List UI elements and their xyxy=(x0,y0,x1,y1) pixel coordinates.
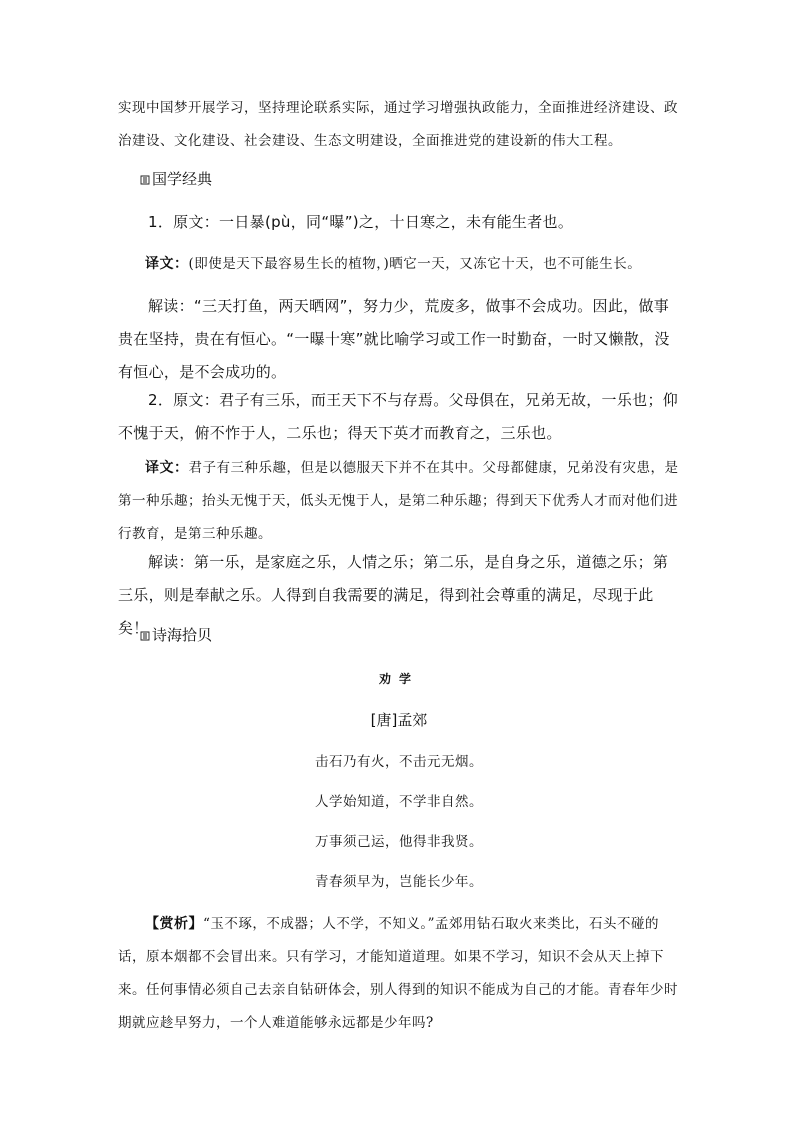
poem-line: 青春须早为，岂能长少年。 xyxy=(315,874,483,890)
item1-commentary: 解读：“三天打鱼，两天晒网”，努力少，荒废多，做事不会成功。因此，做事贵在坚持，贵在有恒心。“一曝十寒”就比喻学习或工作一时勤奋，一时又懒散，没有恒心，是不会成功的。 xyxy=(118,297,670,381)
item2-original: 2．原文：君子有三乐，而王天下不与存焉。父母俱在，兄弟无故，一乐也；仰不愧于天，俯不怍于人，二乐也；得天下英才而教育之，三乐也。 xyxy=(118,391,679,442)
poem-line: 人学始知道，不学非自然。 xyxy=(315,794,483,810)
translation-label: 译文： xyxy=(145,460,189,476)
item2-commentary: 解读：第一乐，是家庭之乐，人情之乐；第二乐，是自身之乐，道德之乐；第三乐，则是奉献之乐。人得到自我需要的满足，得到社会尊重的满足，尽现于此矣！ xyxy=(118,553,669,637)
appreciation-paragraph xyxy=(118,908,680,1040)
intro-paragraph: 实现中国梦开展学习，坚持理论联系实际，通过学习增强执政能力，全面推进经济建设、政治建设、文化建设、社会建设、生态文明建设，全面推进党的建设新的伟大工程。 xyxy=(118,100,678,149)
item1-original: 1．原文：一日暴(pù，同“曝”)之，十日寒之，未有能生者也。 xyxy=(148,213,574,231)
poem-line: 万事须己运，他得非我贤。 xyxy=(315,834,483,850)
section-heading-text: 诗海拾贝 xyxy=(152,626,213,644)
section-bullet-icon xyxy=(140,175,150,185)
translation-label: 译文： xyxy=(145,256,189,272)
poem-author: [唐]孟郊 xyxy=(370,711,428,729)
appreciation-label: 【赏析】 xyxy=(145,916,203,932)
appreciation-text: “玉不琢，不成器；人不学，不知义。”孟郊用钻石取火来类比，石头不碰的话，原本烟都不会冒出来。只有学习，才能知道道理。如果不学习，知识不会从天上掉下来。任何事情必须自己去亲自钻研体会，别人得到的知识不能成为自己的才能。青春年少时期就应趁早努力，一个人难道能够永远都是少年吗? xyxy=(118,916,678,1031)
item2-translation xyxy=(118,452,680,551)
poem-title: 劝学 xyxy=(378,672,419,686)
translation-text: (即使是天下最容易生长的植物，)晒它一天，又冻它十天，也不可能生长。 xyxy=(188,256,642,272)
section-bullet-icon xyxy=(140,631,150,641)
translation-text: 君子有三种乐趣，但是以德服天下并不在其中。父母都健康，兄弟没有灾患，是第一种乐趣；抬头无愧于天，低头无愧于人，是第二种乐趣；得到天下优秀人才而对他们进行教育，是第三种乐趣。 xyxy=(118,460,679,542)
section-heading-classics xyxy=(140,168,212,189)
section-heading-text: 国学经典 xyxy=(152,170,213,188)
section-heading-poetry xyxy=(140,624,212,645)
item1-translation xyxy=(118,248,680,281)
poem-line: 击石乃有火，不击元无烟。 xyxy=(315,754,483,770)
